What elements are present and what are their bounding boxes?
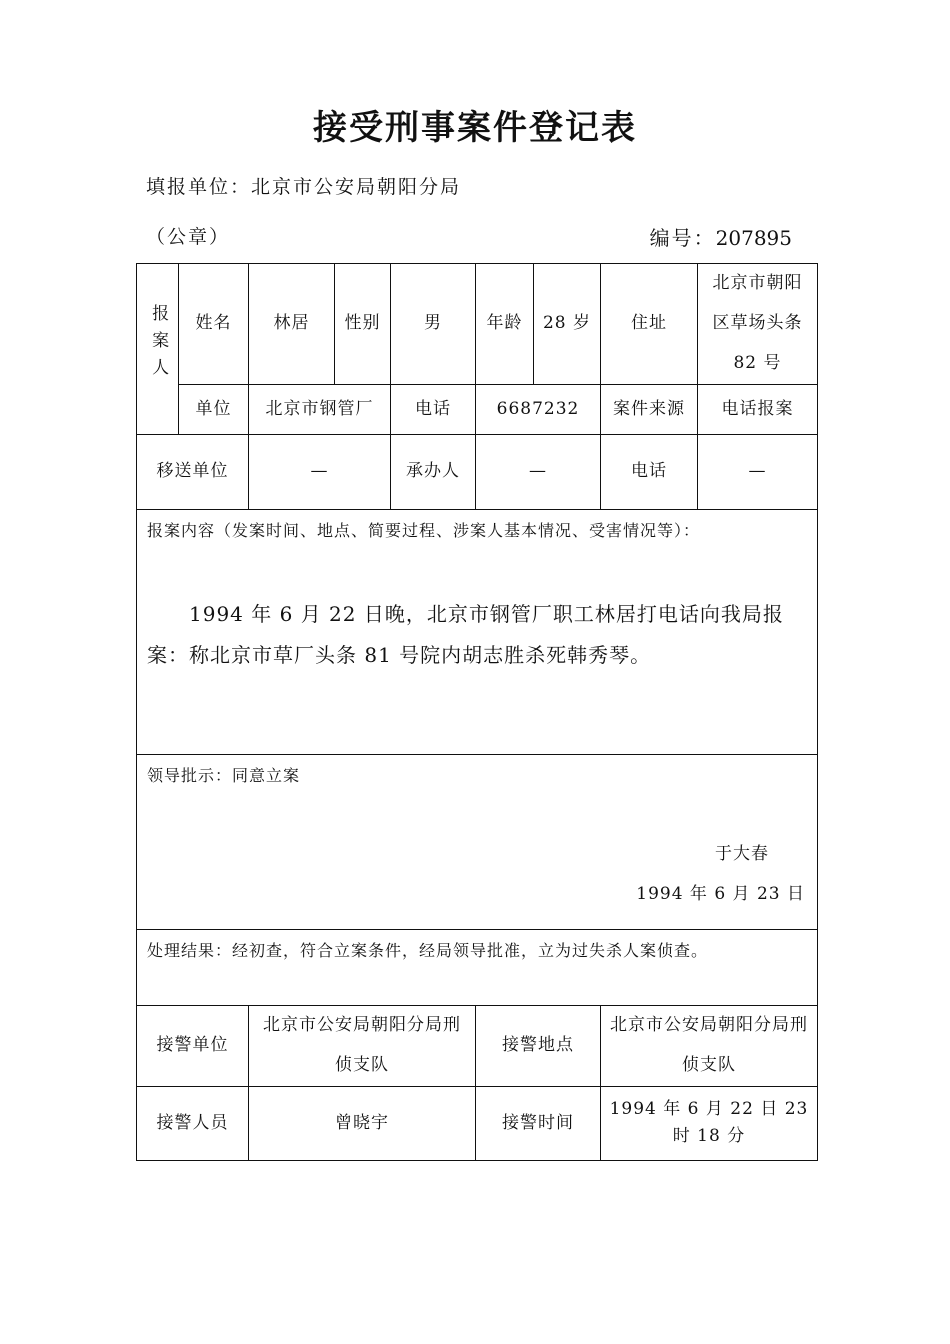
intake-place-value: 北京市公安局朝阳分局刑侦支队 (601, 1005, 818, 1086)
phone-label: 电话 (391, 384, 476, 434)
phone-value: 6687232 (476, 384, 601, 434)
reporter-row-1 (137, 264, 818, 385)
leader-instruction-cell (137, 754, 818, 929)
processing-result-text: 处理结果：经初查，符合立案条件，经局领导批准，立为过失杀人案侦查。 (147, 940, 709, 960)
transfer-unit-value: — (249, 434, 391, 509)
transfer-unit-label: 移送单位 (137, 434, 249, 509)
intake-time-label: 接警时间 (476, 1086, 601, 1160)
transfer-row (137, 434, 818, 509)
intake-officer-label: 接警人员 (137, 1086, 249, 1160)
reporter-group-label-cell (137, 264, 179, 435)
serial-number-line (650, 222, 792, 251)
reporter-row-2 (137, 384, 818, 434)
age-label: 年龄 (476, 264, 534, 385)
reporter-group-label: 报案人 (148, 303, 169, 385)
filler-unit-line (146, 172, 461, 199)
report-content-cell (137, 509, 818, 754)
unit-value: 北京市钢管厂 (249, 384, 391, 434)
handler-value: — (476, 434, 601, 509)
intake-time-value: 1994 年 6 月 22 日 23 时 18 分 (601, 1086, 818, 1160)
gender-label: 性别 (335, 264, 391, 385)
leader-instruction-heading: 领导批示：同意立案 (147, 765, 301, 785)
address-value: 北京市朝阳区草场头条 82 号 (698, 264, 818, 385)
transfer-phone-label: 电话 (601, 434, 698, 509)
processing-result-cell (137, 929, 818, 1005)
leader-signature: 于大春 (715, 843, 769, 864)
filler-unit-value: 北京市公安局朝阳分局 (251, 176, 462, 198)
intake-officer-value: 曾晓宇 (249, 1086, 476, 1160)
gender-value: 男 (391, 264, 476, 385)
document-title: 接受刑事案件登记表 (313, 108, 637, 148)
report-content-row (137, 509, 818, 754)
name-label: 姓名 (179, 264, 249, 385)
leader-instruction-row (137, 754, 818, 929)
report-content-heading: 报案内容（发案时间、地点、简要过程、涉案人基本情况、受害情况等）： (147, 520, 701, 540)
name-value: 林居 (249, 264, 335, 385)
intake-unit-label: 接警单位 (137, 1005, 249, 1086)
case-source-value: 电话报案 (698, 384, 818, 434)
serial-number-value: 207895 (715, 226, 792, 250)
intake-place-label: 接警地点 (476, 1005, 601, 1086)
handler-label: 承办人 (391, 434, 476, 509)
address-label: 住址 (601, 264, 698, 385)
age-value: 28 岁 (534, 264, 601, 385)
filler-unit-label: 填报单位： (146, 176, 252, 198)
registration-form-table (136, 263, 818, 1161)
leader-sign-date: 1994 年 6 月 23 日 (636, 883, 805, 904)
processing-result-row (137, 929, 818, 1005)
serial-number-label: 编号： (649, 226, 716, 250)
case-source-label: 案件来源 (601, 384, 698, 434)
intake-row-1 (137, 1005, 818, 1086)
official-seal-placeholder: （公章） (146, 226, 231, 248)
intake-unit-value: 北京市公安局朝阳分局刑侦支队 (249, 1005, 476, 1086)
report-content-body: 1994 年 6 月 22 日晚，北京市钢管厂职工林居打电话向我局报案：称北京市草厂头条 81 号院内胡志胜杀死韩秀琴。 (147, 601, 784, 667)
transfer-phone-value: — (698, 434, 818, 509)
unit-label: 单位 (179, 384, 249, 434)
intake-row-2 (137, 1086, 818, 1160)
